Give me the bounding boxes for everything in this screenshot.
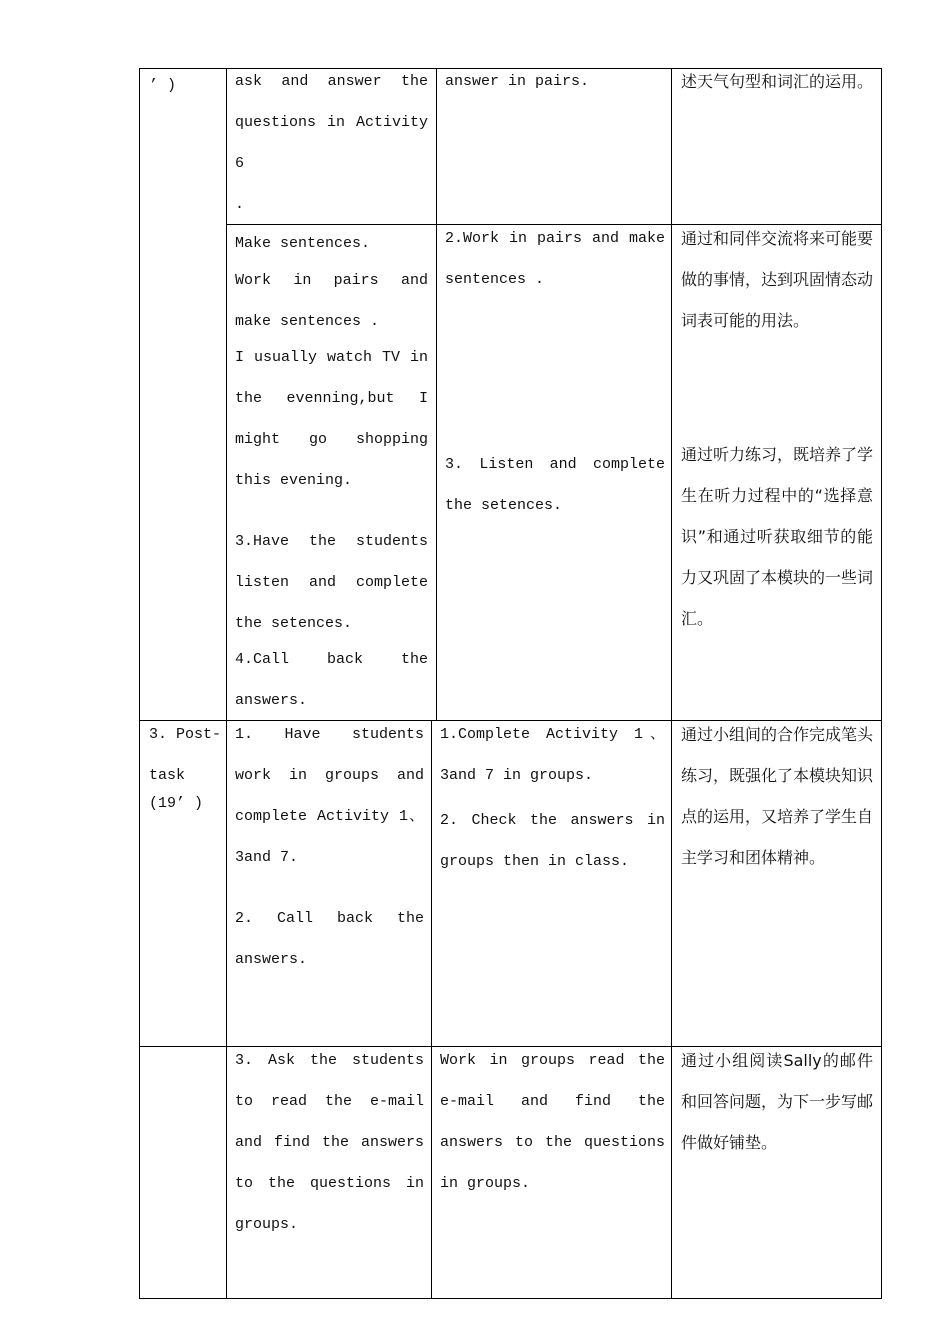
teacher-activity-text: I usually watch TV in the evenning,but I might go shopping this evening. <box>235 349 428 489</box>
purpose-text: 通过和同伴交流将来可能要做的事情，达到巩固情态动词表可能的用法。 <box>681 229 874 330</box>
student-activity-text: 3. Listen and complete the setences. <box>445 456 665 514</box>
teacher-activity-text: 3.Have the students listen and complete the setences. <box>235 533 428 632</box>
stage-cell <box>149 68 219 104</box>
purpose-cell <box>681 1040 873 1163</box>
purpose-text: 述天气句型和词汇的运用。 <box>681 72 874 91</box>
table-border-left <box>139 68 140 1299</box>
purpose-text: 通过小组阅读Sally的邮件和回答问题，为下一步写邮件做好铺垫。 <box>681 1051 874 1152</box>
teacher-activity-cell <box>235 1040 424 1245</box>
purpose-cell <box>681 714 873 878</box>
purpose-text: 通过小组间的合作完成笔头练习，既强化了本模块知识点的运用，又培养了学生自主学习和团体精神。 <box>681 725 874 867</box>
teacher-activity-text: . <box>235 196 245 213</box>
teacher-activity-text: 2. Call back the answers. <box>235 910 424 968</box>
student-activity-text: answer in pairs. <box>445 73 590 90</box>
stage-text: (19’ ) <box>149 795 204 812</box>
teacher-activity-text: ask and answer the questions in Activity 6 <box>235 73 428 172</box>
teacher-activity-cell <box>235 226 428 721</box>
student-activity-cell <box>445 218 665 526</box>
teacher-activity-text: Work in pairs and make sentences . <box>235 272 428 330</box>
teacher-activity-text: Make sentences. <box>235 235 371 252</box>
student-activity-text: 2. Check the answers in groups then in class. <box>440 812 665 870</box>
table-border-bottom <box>139 1298 882 1299</box>
teacher-activity-text: 1. Have students work in groups and complete Activity 1、3and 7. <box>235 726 424 866</box>
teacher-activity-cell <box>235 61 428 225</box>
teacher-activity-text: 4.Call back the answers. <box>235 651 428 709</box>
student-activity-cell <box>445 61 665 102</box>
table-border-right <box>881 68 882 1299</box>
purpose-cell <box>681 61 873 102</box>
column-divider <box>226 68 227 1299</box>
teacher-activity-cell <box>235 714 424 980</box>
stage-cell <box>149 714 221 818</box>
student-activity-cell <box>440 1040 665 1204</box>
student-activity-text: 2.Work in pairs and make sentences . <box>445 230 665 288</box>
student-activity-cell <box>440 714 665 882</box>
student-activity-text: Work in groups read the e-mail and find the answers to the questions in groups. <box>440 1052 665 1192</box>
column-divider <box>671 68 672 1299</box>
purpose-text: 通过听力练习，既培养了学生在听力过程中的“选择意识”和通过听获取细节的能力又巩固了本模块的一些词汇。 <box>681 445 874 628</box>
stage-text: ’ ) <box>149 77 177 94</box>
column-divider <box>436 68 437 721</box>
stage-text: 3. Post-task <box>149 726 222 784</box>
purpose-cell <box>681 218 873 639</box>
teacher-activity-text: 3. Ask the students to read the e-mail and find the answers to the questions in groups. <box>235 1052 424 1233</box>
student-activity-text: 1.Complete Activity 1、3and 7 in groups. <box>440 726 665 784</box>
column-divider <box>431 720 432 1299</box>
